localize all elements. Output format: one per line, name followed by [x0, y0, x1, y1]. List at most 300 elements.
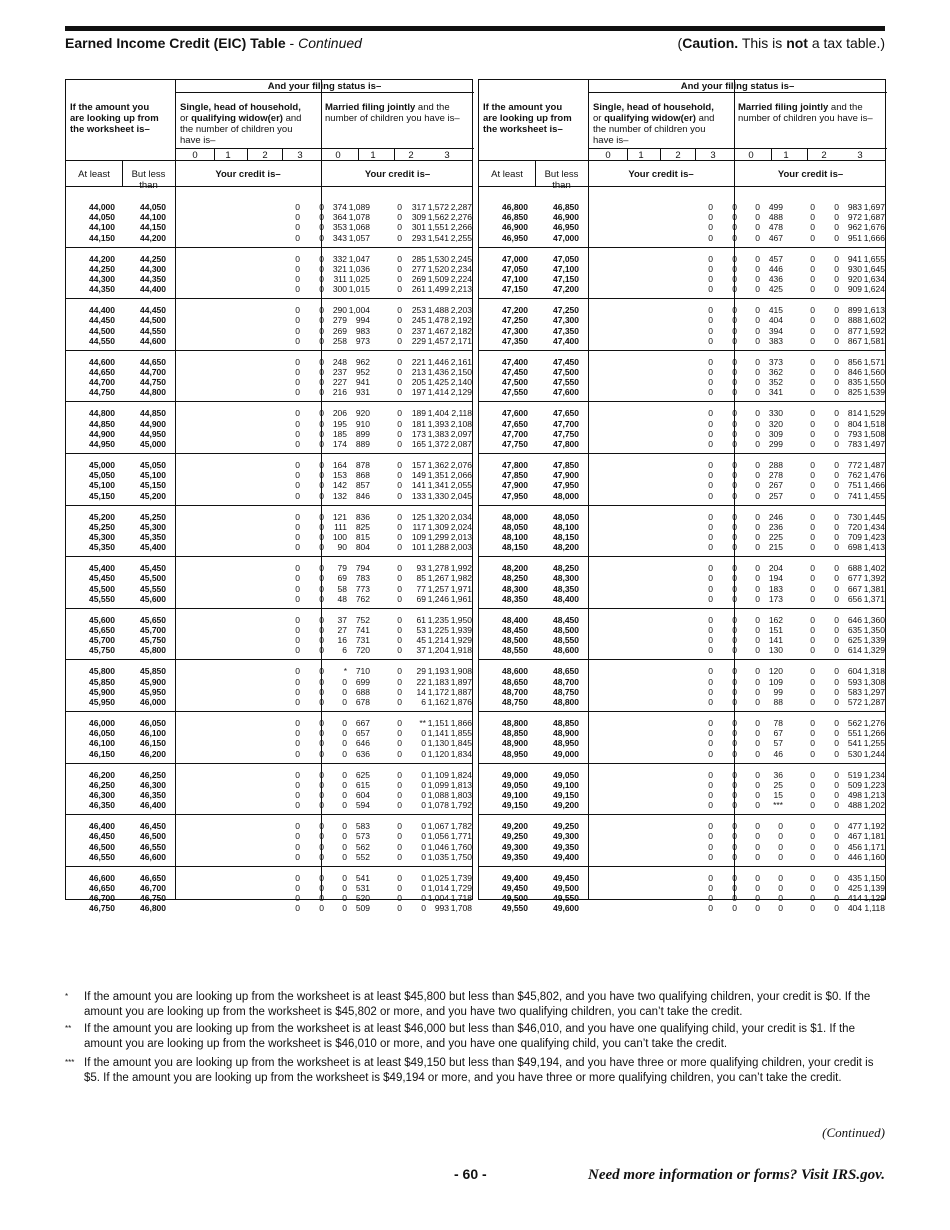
credit-cell: 321	[332, 263, 347, 274]
credit-cell: 678	[355, 696, 370, 707]
credit-cell: 1,467	[427, 325, 449, 336]
credit-cell: 931	[355, 387, 370, 398]
credit-cell: 0	[708, 470, 713, 481]
credit-cell: 1,067	[427, 821, 449, 832]
income-cell: 45,750	[89, 645, 115, 656]
credit-cell: 0	[732, 728, 737, 739]
row-group	[479, 453, 885, 505]
table-row	[479, 780, 885, 790]
credit-cell: 0	[708, 666, 713, 677]
income-cell: 48,100	[553, 521, 579, 532]
table-row	[479, 738, 885, 748]
credit-cell: 0	[397, 480, 402, 491]
credit-cell: 0	[810, 531, 815, 542]
credit-cell: 794	[355, 563, 370, 574]
credit-cell: 0	[319, 325, 324, 336]
credit-cell: 720	[847, 521, 862, 532]
income-cell: 44,200	[89, 253, 115, 264]
credit-cell: 888	[847, 315, 862, 326]
credit-cell: 0	[755, 717, 760, 728]
credit-cell: 762	[355, 593, 370, 604]
credit-cell: 0	[295, 253, 300, 264]
credit-cell: 1,541	[427, 232, 449, 243]
credit-cell: 646	[355, 738, 370, 749]
credit-cell: 1,257	[427, 583, 449, 594]
income-cell: 44,250	[89, 263, 115, 274]
credit-cell: 0	[421, 851, 426, 862]
mfj-text: and the	[828, 102, 863, 113]
credit-cell: 0	[319, 542, 324, 553]
table-row	[66, 615, 472, 625]
credit-cell: 0	[834, 284, 839, 295]
credit-cell: 257	[768, 490, 783, 501]
credit-cell: 88	[773, 696, 783, 707]
table-row	[66, 831, 472, 841]
credit-cell: 0	[732, 831, 737, 842]
income-cell: 48,150	[553, 531, 579, 542]
credit-cell: 0	[708, 583, 713, 594]
income-cell: 45,200	[140, 490, 166, 501]
table-row	[479, 625, 885, 635]
credit-cell: 2,150	[450, 366, 472, 377]
credit-cell: 0	[295, 666, 300, 677]
credit-cell: 125	[411, 511, 426, 522]
credit-cell: 332	[332, 253, 347, 264]
credit-cell: 0	[295, 366, 300, 377]
credit-cell: 1,572	[427, 202, 449, 212]
credit-cell: 1,129	[863, 893, 885, 904]
credit-cell: 835	[847, 377, 862, 388]
credit-cell: 0	[755, 645, 760, 656]
credit-cell: 0	[295, 635, 300, 646]
income-cell: 47,350	[553, 325, 579, 336]
credit-cell: 0	[397, 315, 402, 326]
income-cell: 45,050	[140, 459, 166, 470]
income-cell: 44,050	[89, 212, 115, 223]
table-row	[66, 254, 472, 264]
table-row	[66, 749, 472, 759]
income-cell: 45,200	[89, 511, 115, 522]
credit-cell: 0	[810, 490, 815, 501]
credit-cell: 0	[755, 542, 760, 553]
credit-cell: 0	[397, 686, 402, 697]
credit-cell: 0	[708, 480, 713, 491]
income-cell: 46,950	[553, 222, 579, 233]
credit-cell: 0	[810, 356, 815, 367]
credit-cell: 1,560	[863, 366, 885, 377]
row-group	[479, 401, 885, 453]
credit-cell: 0	[834, 748, 839, 759]
income-cell: 45,550	[89, 593, 115, 604]
credit-cell: 0	[732, 882, 737, 893]
credit-cell: 1,624	[863, 284, 885, 295]
credit-cell: 0	[319, 841, 324, 852]
credit-cell: 0	[319, 202, 324, 212]
credit-cell: 477	[847, 821, 862, 832]
credit-cell: 878	[355, 459, 370, 470]
table-row	[479, 522, 885, 532]
credit-cell: 0	[834, 335, 839, 346]
credit-cell: 0	[834, 872, 839, 883]
credit-cell: 0	[397, 728, 402, 739]
credit-cell: 0	[319, 821, 324, 832]
child-count-label: 2	[408, 150, 414, 161]
credit-cell: 309	[768, 428, 783, 439]
credit-cell: 0	[397, 872, 402, 883]
single-text: and	[695, 113, 715, 124]
table-row	[479, 264, 885, 274]
single-line: the number of children you	[593, 124, 706, 135]
credit-cell: 227	[332, 377, 347, 388]
credit-cell: 0	[732, 748, 737, 759]
credit-cell: 0	[755, 418, 760, 429]
table-row	[479, 573, 885, 583]
credit-cell: 0	[319, 212, 324, 223]
income-cell: 46,950	[502, 232, 528, 243]
row-group	[66, 814, 472, 866]
credit-cell: 0	[810, 851, 815, 862]
credit-cell: 993	[434, 903, 449, 914]
credit-cell: 0	[755, 202, 760, 212]
credit-cell: 857	[355, 480, 370, 491]
credit-cell: 0	[319, 624, 324, 635]
child-count-label: 2	[675, 150, 681, 161]
income-cell: 47,850	[502, 470, 528, 481]
credit-cell: 0	[810, 769, 815, 780]
income-cell: 45,650	[140, 614, 166, 625]
credit-cell: 0	[755, 366, 760, 377]
credit-cell: 0	[810, 779, 815, 790]
credit-cell: 1,141	[427, 728, 449, 739]
credit-cell: 173	[768, 593, 783, 604]
credit-cell: 573	[355, 831, 370, 842]
row-group	[66, 453, 472, 505]
table-row	[66, 336, 472, 346]
credit-cell: 352	[768, 377, 783, 388]
credit-cell: 0	[732, 273, 737, 284]
income-cell: 46,300	[89, 789, 115, 800]
credit-cell: 1,202	[863, 800, 885, 811]
credit-cell: 15	[773, 789, 783, 800]
single-line: Single, head of household,	[180, 102, 301, 113]
credit-cell: 109	[411, 531, 426, 542]
credit-cell: 0	[755, 222, 760, 233]
income-cell: 48,200	[553, 542, 579, 553]
credit-cell: 825	[355, 521, 370, 532]
credit-cell: 0	[810, 511, 815, 522]
credit-cell: 0	[810, 800, 815, 811]
credit-cell: 0	[319, 490, 324, 501]
credit-cell: 133	[411, 490, 426, 501]
credit-cell: 0	[319, 872, 324, 883]
credit-cell: 0	[708, 521, 713, 532]
child-count-label: 3	[297, 150, 303, 161]
table-row	[479, 728, 885, 738]
income-cell: 46,850	[502, 212, 528, 223]
credit-cell: 364	[332, 212, 347, 223]
credit-cell: 0	[834, 490, 839, 501]
credit-cell: 0	[319, 356, 324, 367]
credit-cell: 0	[810, 459, 815, 470]
credit-cell: 0	[834, 542, 839, 553]
income-cell: 49,150	[553, 789, 579, 800]
credit-cell: 0	[810, 253, 815, 264]
income-cell: 45,600	[140, 593, 166, 604]
single-heading	[593, 102, 733, 146]
income-cell: 49,000	[502, 769, 528, 780]
credit-cell: 973	[355, 335, 370, 346]
credit-cell: 0	[810, 686, 815, 697]
credit-cell: 0	[834, 728, 839, 739]
income-cell: 47,100	[553, 263, 579, 274]
credit-cell: 77	[416, 583, 426, 594]
table-row	[479, 645, 885, 655]
credit-cell: 0	[295, 614, 300, 625]
credit-cell: 0	[755, 387, 760, 398]
credit-cell: 6	[421, 696, 426, 707]
credit-cell: 0	[732, 696, 737, 707]
credit-cell: 1,950	[450, 614, 472, 625]
credit-cell: 0	[342, 728, 347, 739]
credit-cell: 0	[295, 882, 300, 893]
table-row	[66, 284, 472, 294]
credit-cell: 593	[847, 676, 862, 687]
credit-cell: 0	[834, 438, 839, 449]
credit-cell: 667	[847, 583, 862, 594]
credit-cell: 0	[319, 769, 324, 780]
credit-cell: 45	[416, 635, 426, 646]
credit-cell: 293	[411, 232, 426, 243]
income-cell: 44,550	[140, 325, 166, 336]
credit-cell: 0	[732, 614, 737, 625]
credit-cell: 1,824	[450, 769, 472, 780]
table-row	[479, 491, 885, 501]
credit-cell: 164	[332, 459, 347, 470]
income-cell: 49,300	[553, 831, 579, 842]
income-cell: 49,350	[502, 851, 528, 862]
credit-cell: 0	[295, 779, 300, 790]
credit-cell: 0	[834, 232, 839, 243]
income-cell: 46,700	[89, 893, 115, 904]
credit-cell: 868	[355, 470, 370, 481]
credit-cell: 0	[755, 666, 760, 677]
credit-cell: 0	[778, 903, 783, 914]
credit-cell: 0	[342, 872, 347, 883]
table-row	[66, 532, 472, 542]
credit-cell: 0	[319, 408, 324, 419]
credit-cell: 1,803	[450, 789, 472, 800]
credit-cell: 0	[319, 253, 324, 264]
credit-cell: 0	[732, 284, 737, 295]
income-cell: 46,500	[140, 831, 166, 842]
table-row	[66, 790, 472, 800]
credit-cell: 772	[847, 459, 862, 470]
mfj-line	[325, 102, 473, 113]
income-cell: 49,450	[553, 872, 579, 883]
income-cell: 48,400	[553, 593, 579, 604]
credit-cell: 1,089	[348, 202, 370, 212]
credit-cell: 0	[732, 676, 737, 687]
income-cell: 48,750	[553, 686, 579, 697]
credit-cell: 1,276	[863, 717, 885, 728]
credit-cell: 1,278	[427, 563, 449, 574]
income-cell: 46,900	[502, 222, 528, 233]
credit-cell: 551	[847, 728, 862, 739]
income-cell: 47,250	[553, 305, 579, 316]
table-row	[66, 625, 472, 635]
single-line: have is–	[593, 135, 629, 146]
at-least-label: At least	[78, 169, 110, 180]
credit-cell: 635	[847, 624, 862, 635]
income-cell: 45,900	[89, 686, 115, 697]
credit-cell: 0	[834, 821, 839, 832]
table-row	[479, 326, 885, 336]
row-groups	[66, 196, 472, 917]
credit-cell: 0	[732, 222, 737, 233]
credit-cell: 0	[295, 821, 300, 832]
credit-cell: 0	[319, 779, 324, 790]
credit-cell: 0	[810, 717, 815, 728]
credit-cell: 0	[397, 717, 402, 728]
credit-cell: 248	[332, 356, 347, 367]
table-row	[479, 315, 885, 325]
credit-cell: 0	[319, 263, 324, 274]
credit-cell: 0	[397, 325, 402, 336]
credit-cell: 299	[768, 438, 783, 449]
credit-cell: 151	[768, 624, 783, 635]
credit-cell: 0	[755, 253, 760, 264]
credit-cell: 0	[708, 769, 713, 780]
row-group	[479, 350, 885, 402]
credit-cell: 0	[295, 387, 300, 398]
credit-cell: 0	[778, 821, 783, 832]
credit-cell: 27	[337, 624, 347, 635]
credit-cell: 0	[834, 511, 839, 522]
credit-cell: 467	[768, 232, 783, 243]
credit-cell: 1,982	[450, 573, 472, 584]
credit-cell: 0	[397, 789, 402, 800]
credit-cell: 0	[834, 800, 839, 811]
table-row	[479, 873, 885, 883]
credit-cell: 0	[708, 377, 713, 388]
credit-cell: 0	[708, 851, 713, 862]
credit-cell: 0	[732, 903, 737, 914]
credit-cell: 0	[708, 676, 713, 687]
credit-cell: 1,929	[450, 635, 472, 646]
credit-cell: 698	[847, 542, 862, 553]
credit-cell: 951	[847, 232, 862, 243]
income-cell: 45,500	[89, 583, 115, 594]
credit-cell: 1,718	[450, 893, 472, 904]
credit-cell: 0	[732, 542, 737, 553]
credit-cell: 0	[732, 418, 737, 429]
income-cell: 46,300	[140, 779, 166, 790]
credit-cell: 1,455	[863, 490, 885, 501]
income-cell: 46,750	[140, 893, 166, 904]
income-cell: 47,900	[502, 480, 528, 491]
credit-cell: 0	[755, 696, 760, 707]
income-cell: 49,200	[553, 800, 579, 811]
credit-cell: 57	[773, 738, 783, 749]
footnote-2: ** If the amount you are looking up from the worksheet is at least $46,000 but less than $46,010, and you have one qualifying child, your credit is $1. If the amount you are looking up from the worksheet is $46,010 or more, and you have one qualifying child, you can’t take the credit.	[65, 1023, 855, 1050]
credit-cell: 258	[332, 335, 347, 346]
credit-cell: 0	[397, 831, 402, 842]
credit-cell: 0	[834, 202, 839, 212]
credit-cell: 415	[768, 305, 783, 316]
credit-cell: 0	[755, 335, 760, 346]
income-cell: 48,450	[502, 624, 528, 635]
credit-cell: 0	[319, 335, 324, 346]
credit-cell: 0	[834, 841, 839, 852]
credit-cell: 0	[732, 315, 737, 326]
credit-cell: 0	[319, 789, 324, 800]
credit-cell: 46	[773, 748, 783, 759]
credit-cell: 1,551	[427, 222, 449, 233]
credit-cell: 846	[355, 490, 370, 501]
credit-cell: 173	[411, 428, 426, 439]
credit-cell: 0	[397, 377, 402, 388]
table-row	[479, 749, 885, 759]
credit-cell: 0	[397, 821, 402, 832]
credit-cell: 0	[397, 903, 402, 914]
credit-cell: 197	[411, 387, 426, 398]
credit-cell: 93	[416, 563, 426, 574]
income-cell: 45,900	[140, 676, 166, 687]
credit-cell: 2,245	[450, 253, 472, 264]
credit-cell: 0	[755, 841, 760, 852]
income-cell: 44,900	[140, 418, 166, 429]
income-cell: 48,750	[502, 696, 528, 707]
mfj-line	[738, 102, 886, 113]
credit-cell: 0	[708, 748, 713, 759]
credit-cell: 0	[755, 769, 760, 780]
credit-cell: 1,866	[450, 717, 472, 728]
credit-cell: 0	[708, 800, 713, 811]
credit-cell: 2,234	[450, 263, 472, 274]
credit-cell: 0	[810, 748, 815, 759]
table-row	[66, 212, 472, 222]
but-less-line: than	[139, 180, 158, 191]
credit-cell: 0	[397, 542, 402, 553]
credit-cell: 0	[834, 263, 839, 274]
credit-cell: 562	[355, 841, 370, 852]
credit-cell: 594	[355, 800, 370, 811]
credit-cell: 741	[847, 490, 862, 501]
credit-cell: 0	[342, 769, 347, 780]
credit-cell: 0	[755, 893, 760, 904]
credit-cell: 1,014	[427, 882, 449, 893]
credit-cell: 1,130	[427, 738, 449, 749]
income-cell: 47,400	[502, 356, 528, 367]
income-cell: 49,250	[553, 821, 579, 832]
credit-cell: 0	[834, 222, 839, 233]
row-group	[66, 350, 472, 402]
single-heading	[180, 102, 320, 146]
credit-cell: 0	[755, 593, 760, 604]
credit-cell: 0	[319, 738, 324, 749]
income-cell: 48,850	[553, 717, 579, 728]
credit-cell: 1,151	[427, 717, 449, 728]
credit-cell: 0	[732, 800, 737, 811]
income-cell: 46,600	[140, 851, 166, 862]
credit-cell: 142	[332, 480, 347, 491]
credit-cell: 2,097	[450, 428, 472, 439]
income-cell: 48,150	[502, 542, 528, 553]
credit-cell: 0	[397, 676, 402, 687]
income-cell: 44,900	[89, 428, 115, 439]
income-cell: 49,500	[553, 882, 579, 893]
credit-cell: 0	[342, 893, 347, 904]
